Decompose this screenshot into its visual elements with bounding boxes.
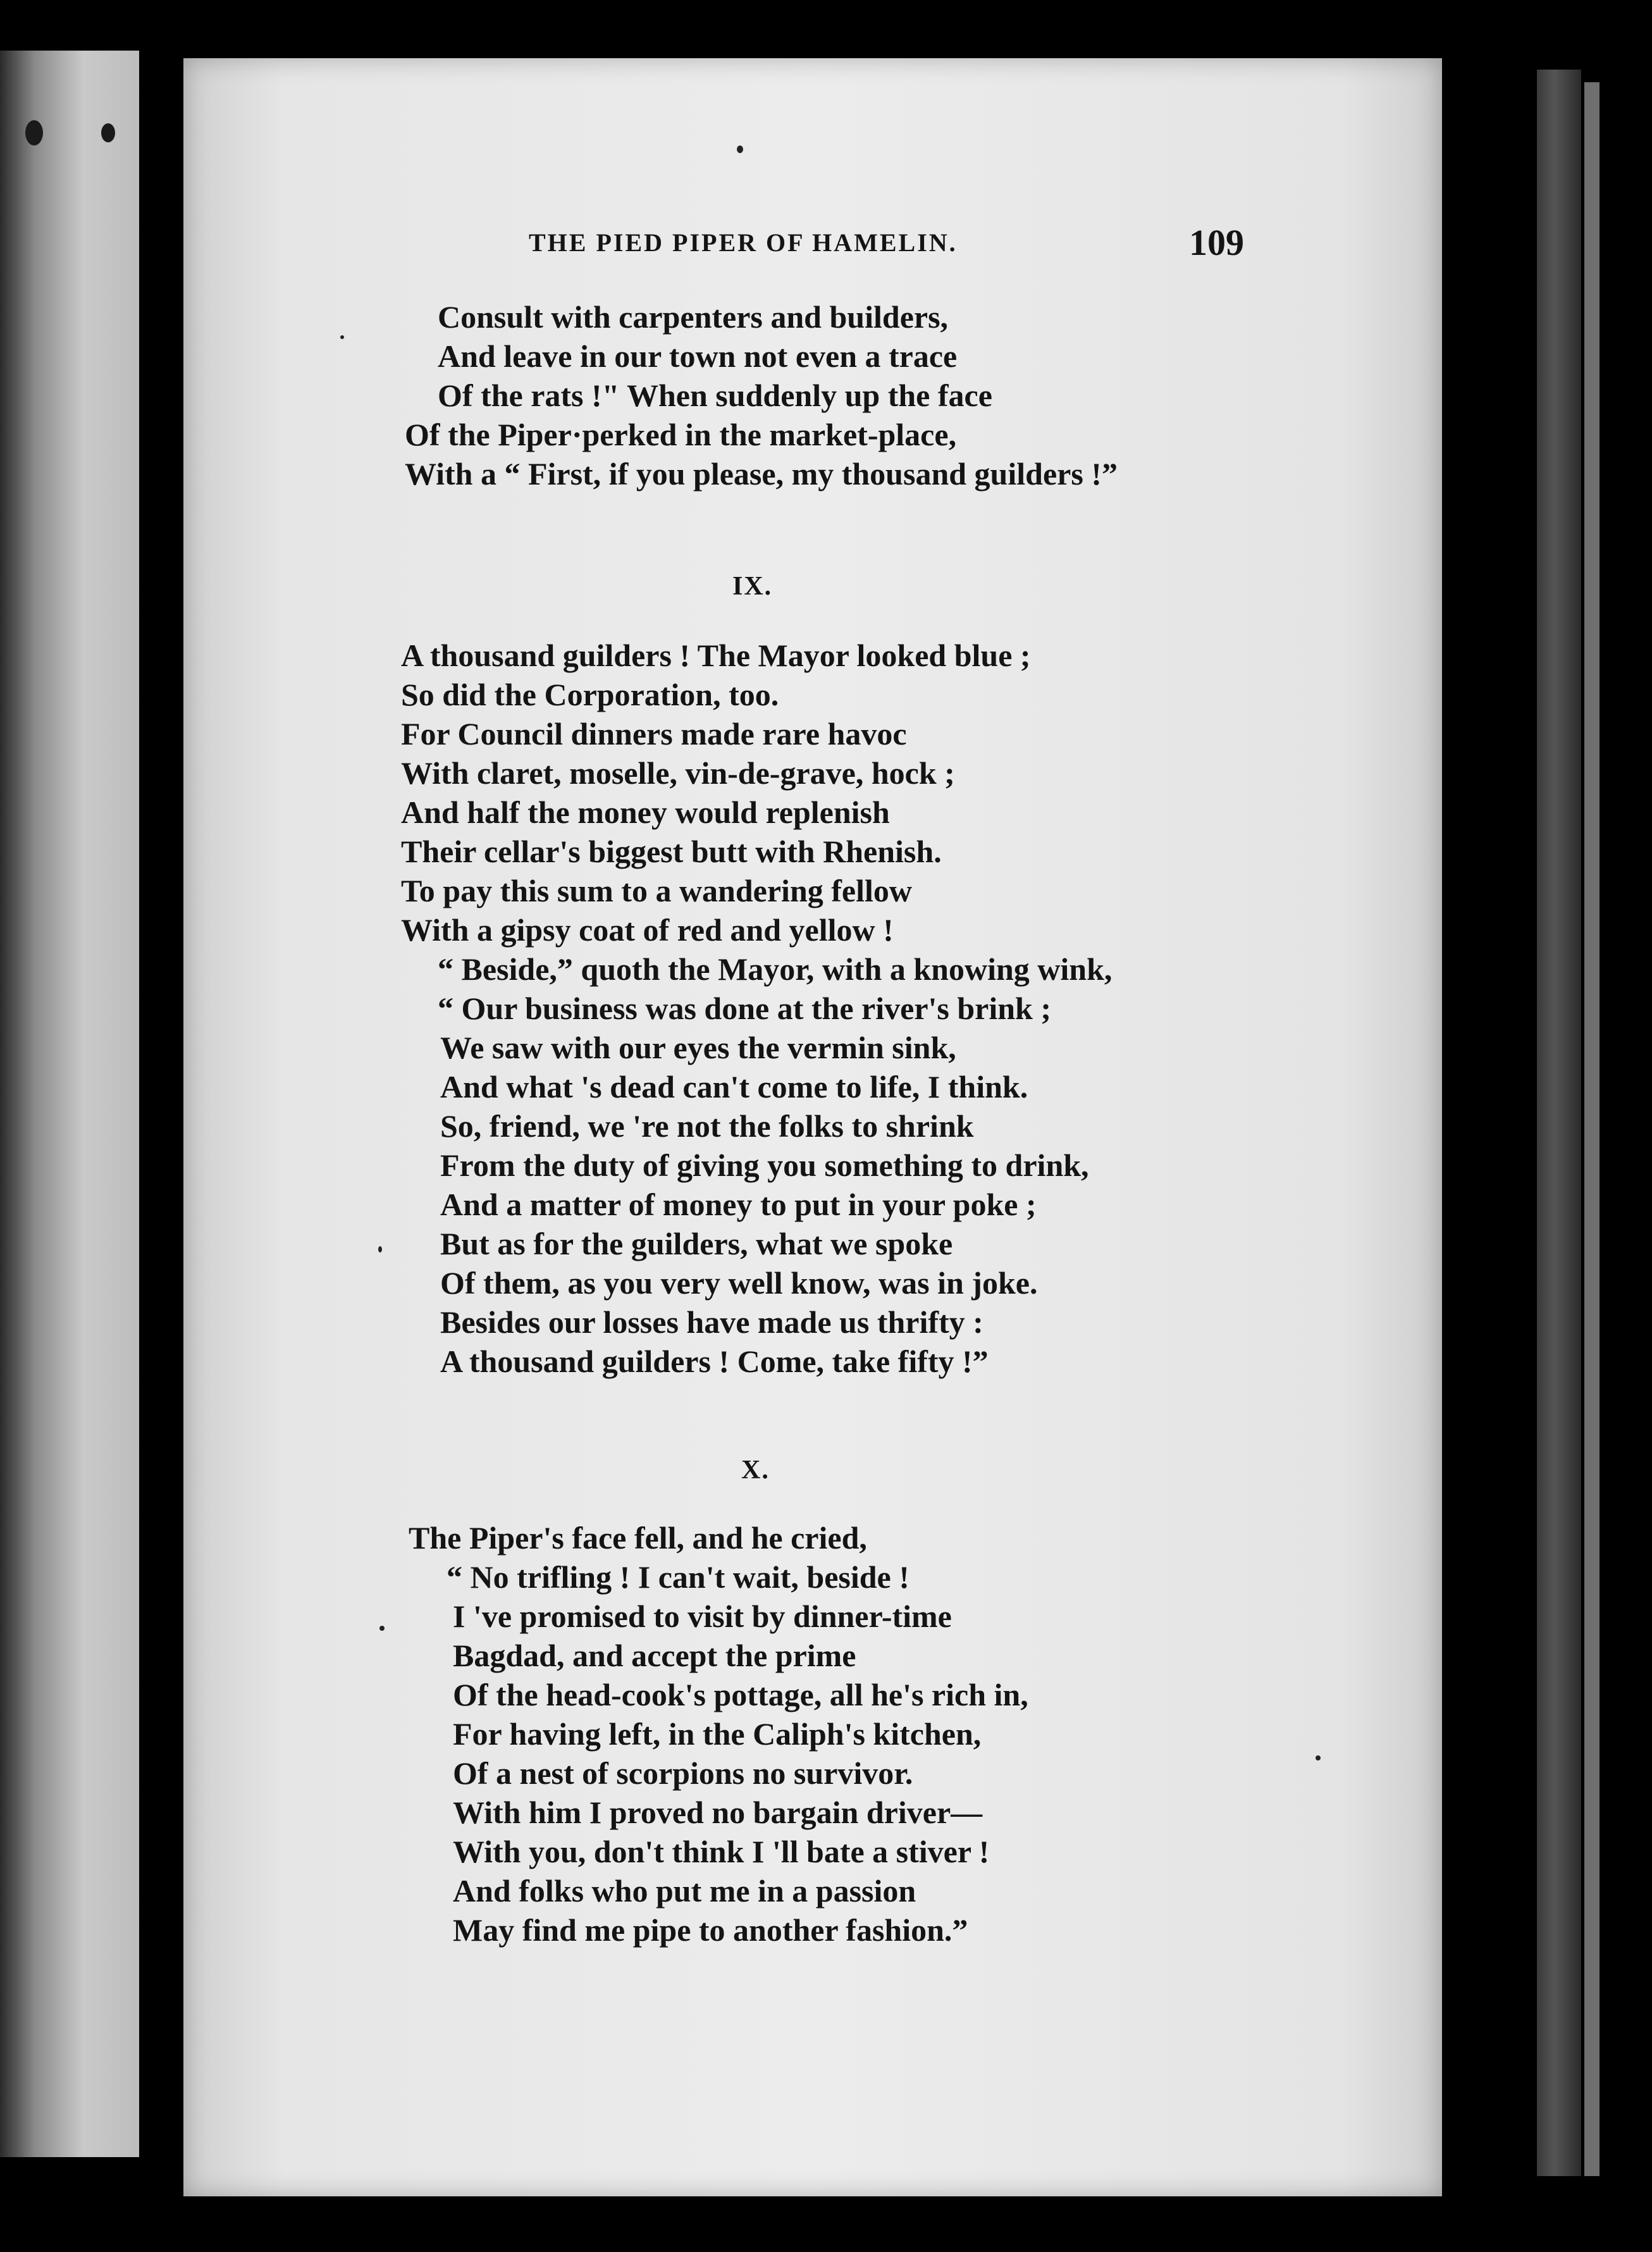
ink-smudge [101, 123, 115, 142]
poem-line: “ Our business was done at the river's brink ; [438, 991, 1052, 1026]
poem-line: With a “ First, if you please, my thousand guilders !” [405, 456, 1118, 492]
running-title: THE PIED PIPER OF HAMELIN. [529, 228, 958, 257]
ink-smudge [25, 120, 43, 145]
poem-line: We saw with our eyes the vermin sink, [440, 1030, 956, 1065]
poem-line: So did the Corporation, too. [401, 677, 779, 712]
poem-line: With him I proved no bargain driver— [453, 1795, 983, 1830]
section-number-x: X. [741, 1456, 770, 1485]
poem-line: “ Beside,” quoth the Mayor, with a knowing wink, [438, 951, 1113, 987]
poem-line: With you, don't think I 'll bate a stiver ! [453, 1834, 990, 1869]
ink-speck [378, 1246, 382, 1253]
poem-line: Of the Piper·perked in the market-place, [405, 417, 957, 452]
section-number-ix: IX. [732, 572, 773, 601]
poem-line: And folks who put me in a passion [453, 1873, 916, 1909]
adjacent-page-fragment [0, 51, 139, 2157]
poem-line: The Piper's face fell, and he cried, [409, 1520, 867, 1556]
poem-line: Of the rats !" When suddenly up the face [438, 378, 992, 413]
poem-line: And half the money would replenish [401, 795, 890, 830]
poem-line: “ No trifling ! I can't wait, beside ! [447, 1559, 909, 1595]
poem-line: Bagdad, and accept the prime [453, 1638, 856, 1673]
poem-line: May find me pipe to another fashion.” [453, 1912, 968, 1948]
poem-line: Their cellar's biggest butt with Rhenish. [401, 834, 942, 869]
poem-line: Of the head-cook's pottage, all he's rich in, [453, 1677, 1028, 1712]
ink-speck [340, 335, 344, 339]
book-binding-edge [1537, 70, 1581, 2176]
poem-line: A thousand guilders ! The Mayor looked blue ; [401, 638, 1031, 673]
poem-line: And a matter of money to put in your poke ; [440, 1187, 1037, 1222]
poem-line: But as for the guilders, what we spoke [440, 1226, 953, 1261]
poem-line: To pay this sum to a wandering fellow [401, 873, 912, 908]
poem-line: Besides our losses have made us thrifty : [440, 1304, 983, 1340]
ink-speck [1316, 1755, 1321, 1760]
book-binding-edge-outer [1584, 82, 1600, 2176]
page-number: 109 [1189, 222, 1244, 263]
poem-line: Consult with carpenters and builders, [438, 299, 949, 335]
poem-line: With claret, moselle, vin-de-grave, hock ; [401, 755, 955, 791]
ink-speck [737, 145, 743, 153]
poem-line: So, friend, we 're not the folks to shrink [440, 1108, 974, 1144]
poem-line: And leave in our town not even a trace [438, 338, 958, 374]
ink-speck [379, 1626, 385, 1631]
poem-line: Of a nest of scorpions no survivor. [453, 1755, 913, 1791]
poem-line: I 've promised to visit by dinner-time [453, 1599, 952, 1634]
poem-line: For having left, in the Caliph's kitchen, [453, 1716, 982, 1752]
poem-line: With a gipsy coat of red and yellow ! [401, 912, 894, 948]
poem-line: And what 's dead can't come to life, I think. [440, 1069, 1028, 1104]
poem-line: For Council dinners made rare havoc [401, 716, 907, 752]
poem-line: From the duty of giving you something to drink, [440, 1148, 1089, 1183]
poem-line: Of them, as you very well know, was in joke. [440, 1265, 1038, 1301]
poem-line: A thousand guilders ! Come, take fifty !” [440, 1344, 989, 1379]
